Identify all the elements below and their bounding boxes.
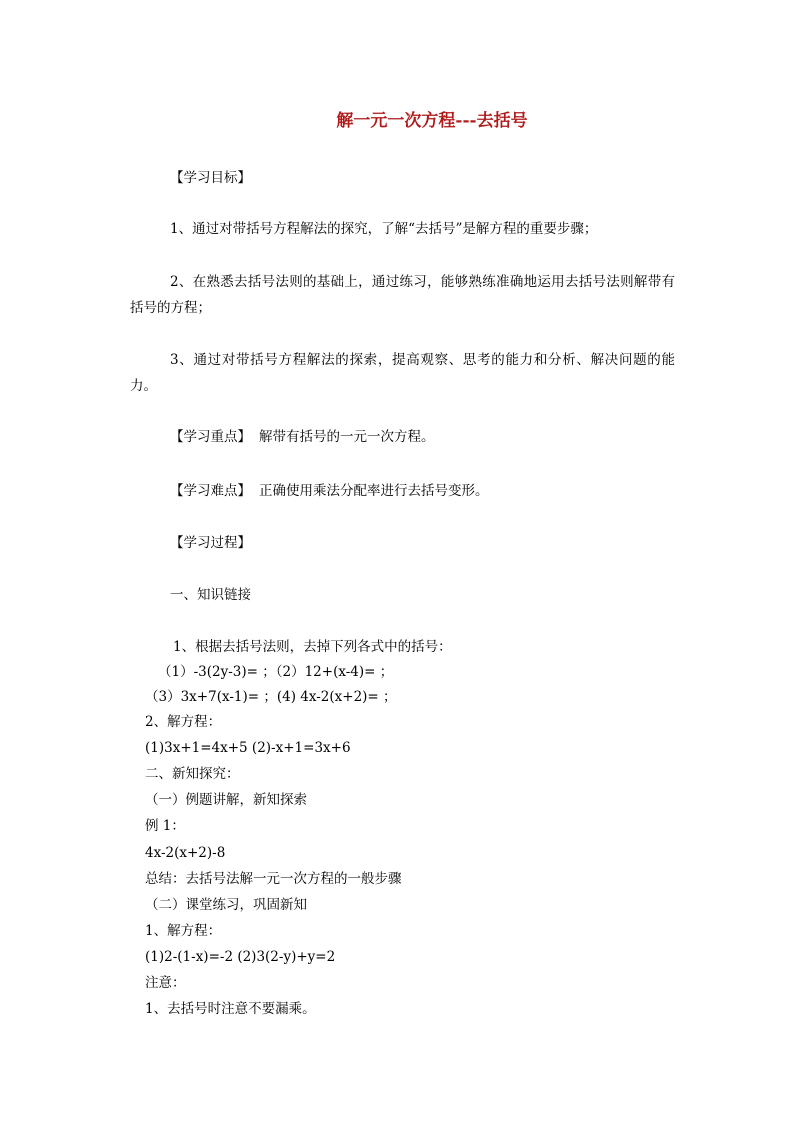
key-point bbox=[170, 427, 435, 447]
question-1: 1、根据去括号法则，去掉下列各式中的括号： bbox=[173, 639, 452, 655]
subsection-examples: （一）例题讲解，新知探索 bbox=[145, 792, 307, 808]
summary: 总结：去括号法解一元一次方程的一般步骤 bbox=[145, 871, 402, 887]
key-point-text: 解带有括号的一元一次方程。 bbox=[259, 429, 435, 445]
process-heading: 【学习过程】 bbox=[170, 535, 251, 551]
note-label: 注意： bbox=[145, 975, 186, 991]
question-2: 2、解方程： bbox=[145, 714, 222, 730]
section-new-knowledge: 二、新知探究： bbox=[145, 766, 240, 782]
objectives-heading: 【学习目标】 bbox=[170, 170, 251, 186]
practice-question: 1、解方程： bbox=[145, 923, 222, 939]
question-1-items-a: （1）-3(2y-3)= ；（2）12+(x-4)= ； bbox=[158, 664, 394, 680]
objective-3: 3、通过对带括号方程解法的探索，提高观察、思考的能力和分析、解决问题的能力。 bbox=[130, 352, 675, 394]
example-expression: 4x-2(x+2)-8 bbox=[145, 845, 226, 861]
question-1-items-b: （3）3x+7(x-1)= ；(4) 4x-2(x+2)= ； bbox=[145, 689, 397, 705]
practice-items: (1)2-(1-x)=-2 (2)3(2-y)+y=2 bbox=[145, 949, 336, 965]
section-knowledge-link: 一、知识链接 bbox=[170, 587, 251, 603]
difficulty-text: 正确使用乘法分配率进行去括号变形。 bbox=[259, 483, 489, 499]
objective-1: 1、通过对带括号方程解法的探究，了解“去括号”是解方程的重要步骤； bbox=[170, 221, 598, 237]
difficulty bbox=[170, 481, 489, 501]
subsection-practice: （二）课堂练习，巩固新知 bbox=[145, 897, 307, 913]
key-point-heading: 【学习重点】 bbox=[170, 429, 251, 445]
note-1: 1、去括号时注意不要漏乘。 bbox=[145, 1001, 316, 1017]
page-title: 解一元一次方程---去括号 bbox=[336, 111, 528, 131]
difficulty-heading: 【学习难点】 bbox=[170, 483, 251, 499]
objective-2: 2、在熟悉去括号法则的基础上，通过练习，能够熟练准确地运用去括号法则解带有括号的方程； bbox=[130, 274, 675, 316]
question-2-items: (1)3x+1=4x+5 (2)-x+1=3x+6 bbox=[145, 740, 351, 756]
example-label: 例 1： bbox=[145, 818, 185, 834]
